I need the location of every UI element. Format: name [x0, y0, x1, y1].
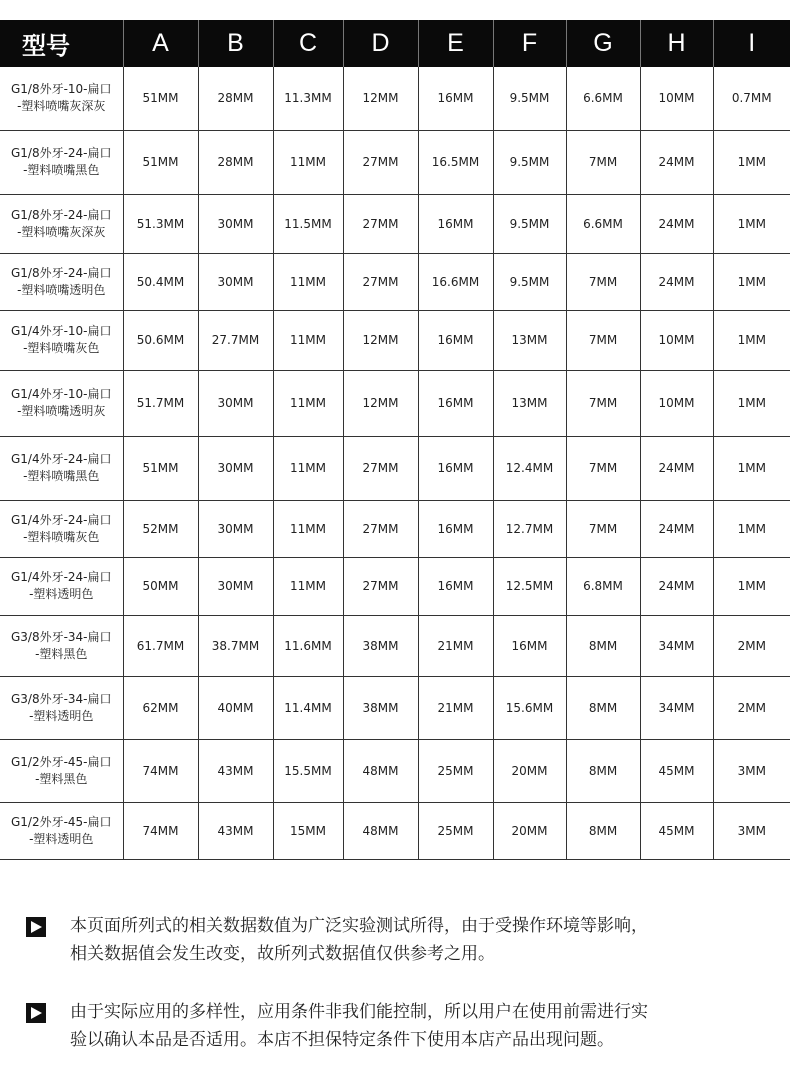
model-cell: [0, 436, 123, 500]
header-f: F: [493, 20, 566, 67]
value-cell: 1MM: [713, 310, 790, 370]
value-cell: 8MM: [566, 739, 640, 802]
value-cell: 30MM: [198, 500, 273, 557]
table-row: [0, 676, 790, 739]
value-cell: 1MM: [713, 130, 790, 194]
note-item: [26, 998, 766, 1054]
value-cell: 8MM: [566, 802, 640, 859]
model-cell: [0, 615, 123, 676]
table-body: [0, 67, 790, 859]
model-line: G3/8外牙-34-扁口: [10, 691, 112, 706]
model-line: -塑料喷嘴黑色: [23, 163, 100, 177]
value-cell: 11MM: [273, 500, 343, 557]
value-cell: 51MM: [123, 436, 198, 500]
header-a: A: [123, 20, 198, 67]
value-cell: 16MM: [418, 310, 493, 370]
value-cell: 21MM: [418, 615, 493, 676]
value-cell: 15MM: [273, 802, 343, 859]
value-cell: 16MM: [418, 436, 493, 500]
value-cell: 50.6MM: [123, 310, 198, 370]
note-line: 相关数据值会发生改变，故所列式数据值仅供参考之用。: [70, 944, 495, 964]
value-cell: 51MM: [123, 67, 198, 130]
model-line: -塑料喷嘴黑色: [23, 469, 100, 483]
value-cell: 74MM: [123, 802, 198, 859]
value-cell: 16MM: [418, 370, 493, 436]
model-cell: [0, 253, 123, 310]
table-row: [0, 370, 790, 436]
table-row: [0, 310, 790, 370]
value-cell: 2MM: [713, 676, 790, 739]
value-cell: 11.5MM: [273, 194, 343, 253]
value-cell: 16MM: [418, 557, 493, 615]
header-d: D: [343, 20, 418, 67]
value-cell: 11MM: [273, 310, 343, 370]
value-cell: 0.7MM: [713, 67, 790, 130]
value-cell: 3MM: [713, 802, 790, 859]
table-row: [0, 739, 790, 802]
table-row: [0, 615, 790, 676]
value-cell: 24MM: [640, 253, 713, 310]
value-cell: 9.5MM: [493, 130, 566, 194]
value-cell: 12.7MM: [493, 500, 566, 557]
value-cell: 11MM: [273, 130, 343, 194]
model-line: G1/4外牙-24-扁口: [10, 570, 112, 584]
value-cell: 34MM: [640, 676, 713, 739]
value-cell: 50MM: [123, 557, 198, 615]
value-cell: 30MM: [198, 370, 273, 436]
value-cell: 27MM: [343, 130, 418, 194]
value-cell: 43MM: [198, 802, 273, 859]
value-cell: 27MM: [343, 194, 418, 253]
value-cell: 38MM: [343, 615, 418, 676]
table-row: [0, 130, 790, 194]
note-item: [26, 912, 766, 968]
table-row: [0, 436, 790, 500]
value-cell: 16.6MM: [418, 253, 493, 310]
value-cell: 12MM: [343, 370, 418, 436]
value-cell: 20MM: [493, 802, 566, 859]
value-cell: 12.4MM: [493, 436, 566, 500]
header-g: G: [566, 20, 640, 67]
header-h: H: [640, 20, 713, 67]
model-line: -塑料透明色: [29, 708, 94, 723]
value-cell: 6.6MM: [566, 67, 640, 130]
value-cell: 11.6MM: [273, 615, 343, 676]
value-cell: 9.5MM: [493, 194, 566, 253]
model-line: G1/8外牙-10-扁口: [10, 82, 112, 97]
arrow-bullet-icon: [26, 1003, 46, 1023]
value-cell: 12.5MM: [493, 557, 566, 615]
model-line: -塑料喷嘴灰色: [23, 529, 100, 544]
value-cell: 7MM: [566, 130, 640, 194]
value-cell: 13MM: [493, 370, 566, 436]
value-cell: 38.7MM: [198, 615, 273, 676]
value-cell: 27MM: [343, 500, 418, 557]
value-cell: 12MM: [343, 310, 418, 370]
value-cell: 28MM: [198, 67, 273, 130]
model-line: -塑料喷嘴灰深灰: [17, 224, 106, 239]
table-row: [0, 802, 790, 859]
value-cell: 51.3MM: [123, 194, 198, 253]
model-cell: [0, 557, 123, 615]
model-cell: [0, 370, 123, 436]
spec-table-container: [0, 20, 790, 860]
value-cell: 27.7MM: [198, 310, 273, 370]
value-cell: 51MM: [123, 130, 198, 194]
value-cell: 27MM: [343, 436, 418, 500]
value-cell: 11MM: [273, 436, 343, 500]
model-line: -塑料黑色: [35, 771, 88, 786]
value-cell: 48MM: [343, 802, 418, 859]
model-line: G1/2外牙-45-扁口: [10, 814, 112, 829]
value-cell: 16MM: [418, 194, 493, 253]
model-cell: [0, 676, 123, 739]
value-cell: 43MM: [198, 739, 273, 802]
value-cell: 15.5MM: [273, 739, 343, 802]
note-text: [70, 912, 648, 968]
model-cell: [0, 739, 123, 802]
table-row: [0, 500, 790, 557]
model-line: G1/8外牙-24-扁口: [10, 207, 112, 222]
notes-section: [26, 912, 766, 1084]
value-cell: 8MM: [566, 676, 640, 739]
value-cell: 30MM: [198, 194, 273, 253]
value-cell: 28MM: [198, 130, 273, 194]
value-cell: 11MM: [273, 557, 343, 615]
value-cell: 48MM: [343, 739, 418, 802]
value-cell: 24MM: [640, 130, 713, 194]
value-cell: 10MM: [640, 310, 713, 370]
model-line: -塑料喷嘴灰色: [23, 341, 100, 355]
table-row: [0, 67, 790, 130]
value-cell: 1MM: [713, 253, 790, 310]
model-line: G1/4外牙-24-扁口: [10, 452, 112, 466]
value-cell: 61.7MM: [123, 615, 198, 676]
model-line: -塑料喷嘴透明灰: [17, 404, 106, 418]
model-cell: [0, 802, 123, 859]
value-cell: 7MM: [566, 310, 640, 370]
model-cell: [0, 130, 123, 194]
value-cell: 1MM: [713, 500, 790, 557]
value-cell: 30MM: [198, 557, 273, 615]
model-cell: [0, 310, 123, 370]
value-cell: 11MM: [273, 253, 343, 310]
value-cell: 24MM: [640, 194, 713, 253]
value-cell: 16MM: [418, 500, 493, 557]
value-cell: 30MM: [198, 436, 273, 500]
value-cell: 21MM: [418, 676, 493, 739]
value-cell: 7MM: [566, 370, 640, 436]
value-cell: 25MM: [418, 739, 493, 802]
value-cell: 25MM: [418, 802, 493, 859]
header-e: E: [418, 20, 493, 67]
value-cell: 51.7MM: [123, 370, 198, 436]
value-cell: 24MM: [640, 436, 713, 500]
value-cell: 20MM: [493, 739, 566, 802]
table-row: [0, 194, 790, 253]
value-cell: 7MM: [566, 500, 640, 557]
value-cell: 34MM: [640, 615, 713, 676]
value-cell: 12MM: [343, 67, 418, 130]
value-cell: 1MM: [713, 557, 790, 615]
model-line: G1/4外牙-10-扁口: [10, 387, 112, 401]
value-cell: 10MM: [640, 370, 713, 436]
note-line: 本页面所列式的相关数据数值为广泛实验测试所得，由于受操作环境等影响，: [70, 916, 648, 936]
note-line: 由于实际应用的多样性，应用条件非我们能控制，所以用户在使用前需进行实: [70, 1002, 648, 1022]
value-cell: 9.5MM: [493, 253, 566, 310]
model-line: G1/8外牙-24-扁口: [10, 146, 112, 160]
table-row: [0, 253, 790, 310]
value-cell: 16.5MM: [418, 130, 493, 194]
model-line: G1/4外牙-10-扁口: [10, 324, 112, 338]
header-model: 型号: [0, 20, 123, 67]
table-header-row: [0, 20, 790, 67]
value-cell: 11.4MM: [273, 676, 343, 739]
value-cell: 9.5MM: [493, 67, 566, 130]
value-cell: 24MM: [640, 557, 713, 615]
value-cell: 7MM: [566, 253, 640, 310]
value-cell: 74MM: [123, 739, 198, 802]
model-cell: [0, 500, 123, 557]
model-line: G1/8外牙-24-扁口: [10, 265, 112, 280]
header-i: I: [713, 20, 790, 67]
value-cell: 6.8MM: [566, 557, 640, 615]
model-line: -塑料透明色: [29, 831, 94, 846]
value-cell: 27MM: [343, 253, 418, 310]
value-cell: 40MM: [198, 676, 273, 739]
value-cell: 15.6MM: [493, 676, 566, 739]
value-cell: 16MM: [418, 67, 493, 130]
header-b: B: [198, 20, 273, 67]
value-cell: 10MM: [640, 67, 713, 130]
model-line: -塑料喷嘴灰深灰: [17, 99, 106, 114]
value-cell: 30MM: [198, 253, 273, 310]
model-line: G1/2外牙-45-扁口: [10, 754, 112, 769]
value-cell: 1MM: [713, 436, 790, 500]
value-cell: 11.3MM: [273, 67, 343, 130]
value-cell: 1MM: [713, 370, 790, 436]
value-cell: 62MM: [123, 676, 198, 739]
value-cell: 6.6MM: [566, 194, 640, 253]
value-cell: 2MM: [713, 615, 790, 676]
model-cell: [0, 67, 123, 130]
value-cell: 45MM: [640, 739, 713, 802]
table-row: [0, 557, 790, 615]
header-c: C: [273, 20, 343, 67]
model-cell: [0, 194, 123, 253]
model-line: -塑料黑色: [35, 646, 88, 661]
spec-table: [0, 20, 790, 860]
value-cell: 3MM: [713, 739, 790, 802]
value-cell: 27MM: [343, 557, 418, 615]
value-cell: 7MM: [566, 436, 640, 500]
model-line: G3/8外牙-34-扁口: [10, 629, 112, 644]
value-cell: 13MM: [493, 310, 566, 370]
value-cell: 11MM: [273, 370, 343, 436]
value-cell: 50.4MM: [123, 253, 198, 310]
value-cell: 1MM: [713, 194, 790, 253]
value-cell: 38MM: [343, 676, 418, 739]
note-text: [70, 998, 648, 1054]
model-line: -塑料喷嘴透明色: [17, 282, 106, 297]
value-cell: 16MM: [493, 615, 566, 676]
value-cell: 45MM: [640, 802, 713, 859]
model-line: -塑料透明色: [29, 587, 94, 601]
note-line: 验以确认本品是否适用。本店不担保特定条件下使用本店产品出现问题。: [70, 1030, 614, 1050]
value-cell: 24MM: [640, 500, 713, 557]
model-line: G1/4外牙-24-扁口: [10, 512, 112, 527]
arrow-bullet-icon: [26, 917, 46, 937]
value-cell: 52MM: [123, 500, 198, 557]
value-cell: 8MM: [566, 615, 640, 676]
